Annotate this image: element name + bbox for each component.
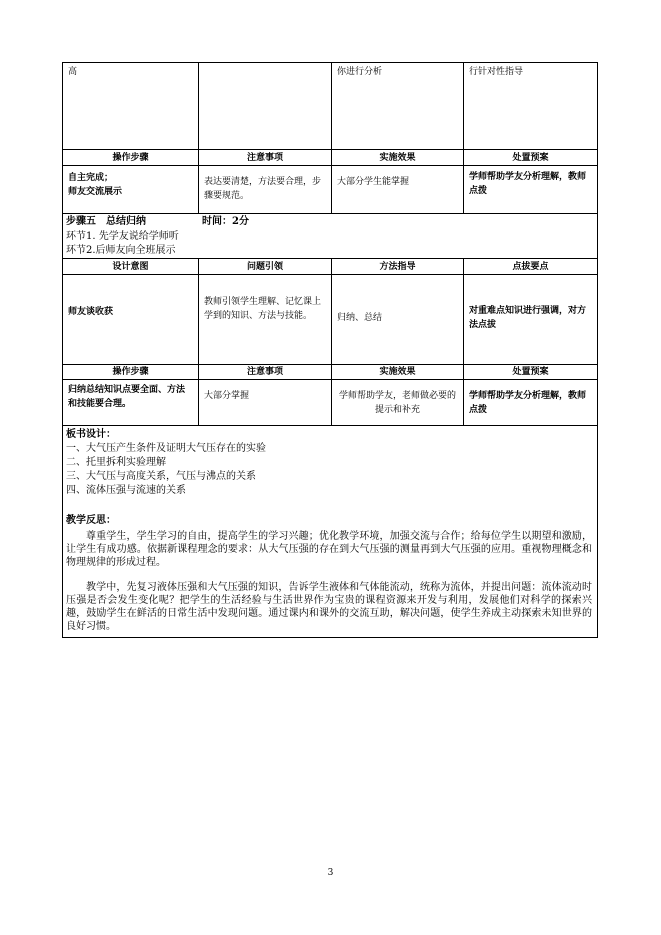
table-cell: 归纳、总结	[331, 274, 464, 365]
table-cell: 表达要清楚，方法要合理，步骤要规范。	[198, 165, 332, 214]
column-header: 方法指导	[331, 258, 464, 275]
board-item: 一、大气压产生条件及证明大气压存在的实验	[66, 443, 266, 454]
table-cell: 大部分学生能掌握	[331, 165, 464, 214]
table-cell: 学师帮助学友分析理解，教师点拨	[463, 379, 598, 426]
step-link: 环节1. 先学友说给学师听	[66, 231, 179, 242]
table-cell: 大部分掌握	[198, 379, 332, 426]
table-cell: 你进行分析	[331, 62, 464, 150]
column-header: 注意事项	[198, 149, 332, 166]
table-cell: 自主完成； 师友交流展示	[62, 165, 199, 214]
reflection-paragraph: 尊重学生，学生学习的自由，提高学生的学习兴趣；优化教学环境，加强交流与合作；给每位学生以期望和激励，让学生有成功感。依据新课程理念的要求：从大气压强的存在到大气压强的测量再到大气压强的应用。重视物理概念和物理规律的形成过程。	[66, 531, 592, 568]
column-header: 操作步骤	[62, 149, 199, 166]
table-cell: 行针对性指导	[463, 62, 598, 150]
column-header: 处置预案	[463, 149, 598, 166]
column-header: 操作步骤	[62, 364, 199, 380]
column-header: 实施效果	[331, 149, 464, 166]
table-cell: 归纳总结知识点要全面、方法和技能要合理。	[62, 379, 199, 426]
column-header: 处置预案	[463, 364, 598, 380]
column-header: 问题引领	[198, 258, 332, 275]
table-cell: 学师帮助学友，老师做必要的提示和补充	[331, 379, 464, 426]
table-cell: 学师帮助学友分析理解，教师点拨	[463, 165, 598, 214]
column-header: 设计意图	[62, 258, 199, 275]
column-header: 注意事项	[198, 364, 332, 380]
table-cell: 高	[62, 62, 199, 150]
board-item: 四、流体压强与流速的关系	[66, 485, 186, 496]
column-header: 实施效果	[331, 364, 464, 380]
step-title: 步骤五 总结归纳	[66, 216, 146, 227]
table-cell: 师友谈收获	[62, 274, 199, 365]
column-header: 点拔要点	[463, 258, 598, 275]
board-item: 三、大气压与高度关系，气压与沸点的关系	[66, 471, 256, 482]
step-link: 环节2.后师友向全班展示	[66, 245, 176, 256]
table-cell: 对重难点知识进行强调，对方法点拔	[463, 274, 598, 365]
reflection-title: 教学反思：	[66, 515, 116, 526]
reflection-paragraph: 教学中，先复习液体压强和大气压强的知识，告诉学生液体和气体能流动，统称为流体，并提出问题：流体流动时压强是否会发生变化呢？把学生的生活经验与生活世界作为宝贵的课程资源来开发与利用，发展他们对科学的探索兴趣，鼓励学生在鲜活的日常生活中发现问题。通过课内和课外的交流互助，解决问题，使学生养成主动探索未知世界的良好习惯。	[66, 582, 592, 632]
step-time: 时间：2分	[202, 216, 249, 227]
table-cell	[198, 62, 332, 150]
table-cell: 教师引领学生理解、记忆课上学到的知识、方法与技能。	[198, 274, 332, 365]
page-number: 3	[327, 868, 334, 878]
board-item: 二、托里拆利实验理解	[66, 457, 166, 468]
board-title: 板书设计：	[66, 429, 116, 440]
